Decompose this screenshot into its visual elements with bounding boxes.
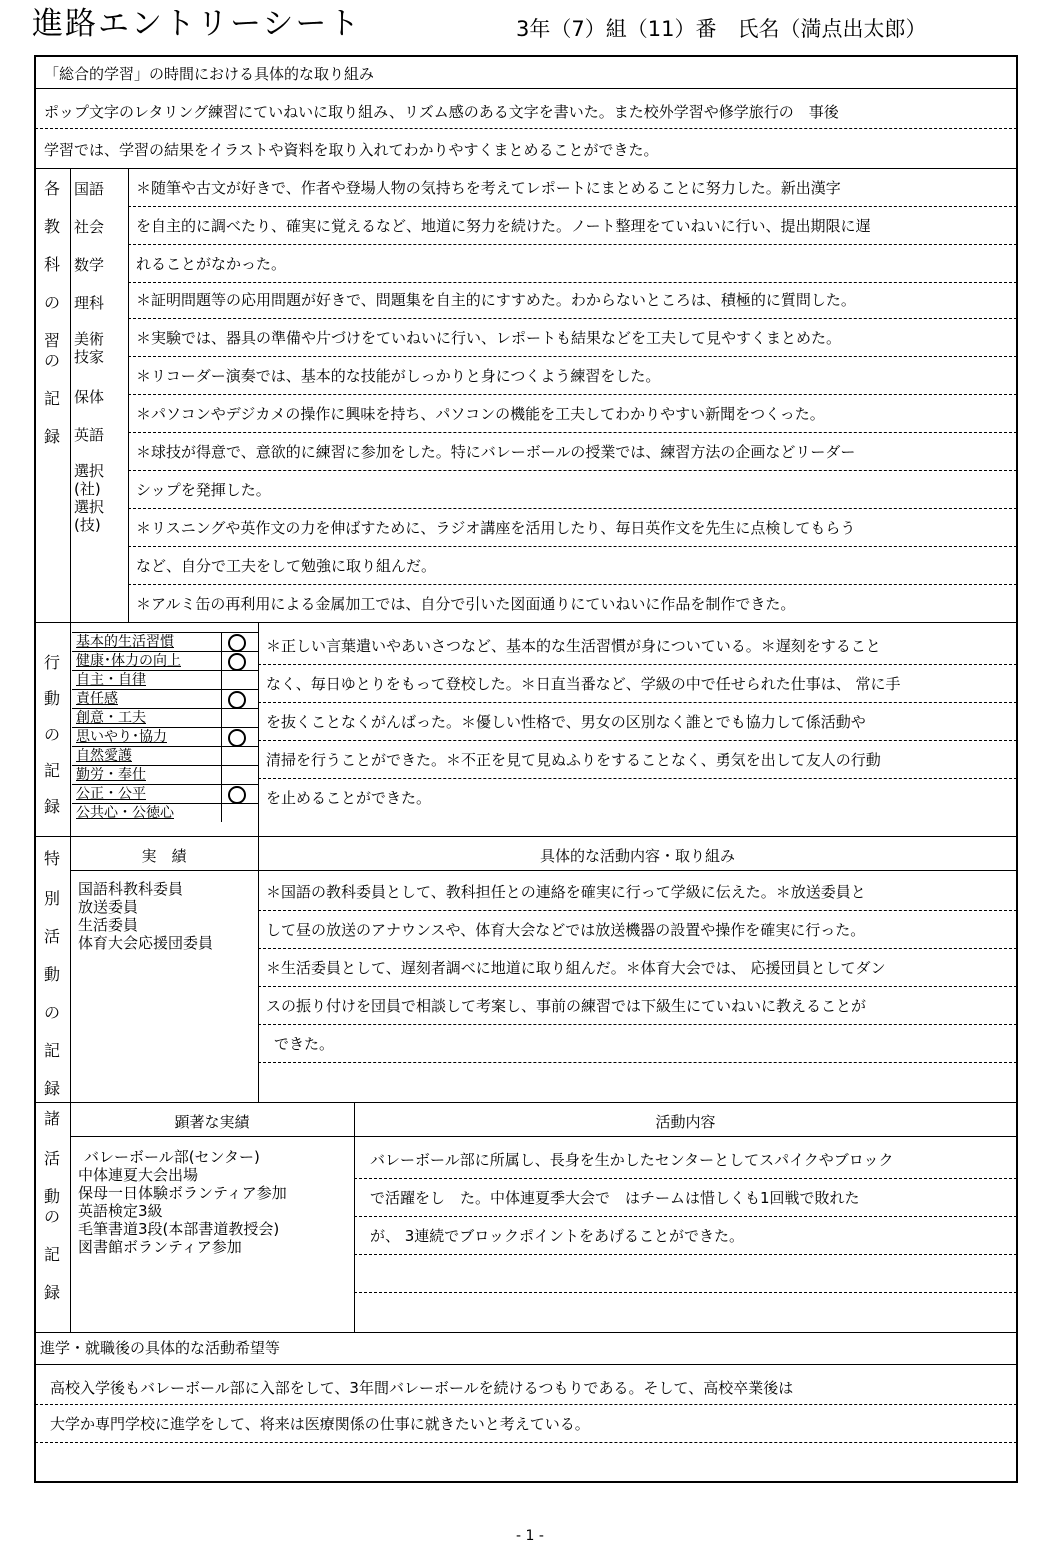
behavior-item: 勤労・奉仕 [72,765,258,785]
subjects-line: れることがなかった。 [136,255,287,273]
rule [258,910,1017,911]
special-line: ＊生活委員として、遅刻者調べに地道に取り組んだ。＊体育大会では、 応援団員としてダン [266,959,886,977]
subject-japanese: 国語 [74,180,105,198]
subject-pe: 保体 [74,388,105,406]
behavior-item: 創意・工夫 [72,708,258,728]
rule [128,282,1017,283]
divider [35,1102,1017,1103]
other-achievement: 図書館ボランティア参加 [78,1238,242,1256]
rule [258,702,1017,703]
circle-mark-icon [228,653,246,671]
divider [70,870,1017,871]
rule [128,546,1017,547]
behavior-item: 自主・自律 [72,670,258,690]
future-line: 高校入学後もバレーボール部に入部をして、3年間バレーボールを続けるつもりである。そして、高校卒業後は [50,1379,794,1397]
divider [35,88,1017,89]
special-col2-heading: 具体的な活動内容・取り組み [539,847,735,865]
subjects-line: ＊随筆や古文が好きで、作者や登場人物の気持ちを考えてレポートにまとめることに努力した。新出漢字 [136,179,841,197]
rule [35,1404,1017,1405]
other-line: が、 3連続でブロックポイントをあげることができた。 [370,1227,745,1245]
behavior-line: 清掃を行うことができた。＊不正を見て見ぬふりをすることなく、勇気を出して友人の行動 [266,751,881,769]
integrated-heading: 「総合的学習」の時間における具体的な取り組み [44,65,375,83]
special-achievement: 体育大会応援団委員 [78,934,214,952]
rule [354,1254,1017,1255]
integrated-line-2: 学習では、学習の結果をイラストや資料を取り入れてわかりやすくまとめることができた。 [44,141,659,159]
divider [35,168,1017,169]
divider [35,622,1017,623]
special-line: スの振り付けを団員で相談して考案し、事前の練習では下級生にていねいに教えることが [266,997,867,1015]
behavior-item: 基本的生活習慣 [72,632,258,652]
rule [128,394,1017,395]
divider [70,1136,1017,1137]
rule [258,1062,1017,1063]
circle-mark-icon [228,729,246,747]
side-column-line [70,168,71,1332]
behavior-line: なく、毎日ゆとりをもって登校した。＊日直当番など、学級の中で任せられた仕事は、 常に手 [266,675,901,693]
other-achievement: 中体連夏大会出場 [78,1166,199,1184]
rule [258,1024,1017,1025]
rule [128,206,1017,207]
special-achievement: 放送委員 [78,898,139,916]
subject-math: 数学 [74,256,105,274]
subjects-line: シップを発揮した。 [136,481,271,499]
special-line: できた。 [274,1035,335,1053]
rule [128,584,1017,585]
behavior-item: 責任感 [72,689,258,709]
subjects-line: ＊球技が得意で、意欲的に練習に参加をした。特にバレーボールの授業では、練習方法の企画などリーダー [136,443,856,461]
subject-art: 美術 [74,330,105,348]
subject-elective-1-sub: (社) [74,480,101,498]
behavior-item: 健康･体力の向上 [72,651,258,671]
other-line: で活躍をし た。中体連夏季大会で はチームは惜しくも1回戦で敗れた [370,1189,860,1207]
subjects-line: ＊パソコンやデジカメの操作に興味を持ち、パソコンの機能を工夫してわかりやすい新聞をつくった。 [136,405,825,423]
behavior-line: を止めることができた。 [266,789,432,807]
other-line: バレーボール部に所属し、長身を生かしたセンターとしてスパイクやブロック [370,1151,894,1169]
behavior-item: 自然愛護 [72,746,258,766]
page-number: - 1 - [516,1528,544,1544]
mark-column-line [221,632,222,822]
special-achievement: 生活委員 [78,916,139,934]
subject-english: 英語 [74,426,105,444]
circle-mark-icon [228,691,246,709]
future-line: 大学か専門学校に進学をして、将来は医療関係の仕事に就きたいと考えている。 [50,1415,590,1433]
subjects-line: ＊リスニングや英作文の力を伸ばすために、ラジオ講座を活用したり、毎日英作文を先生に点検してもらう [136,519,856,537]
rule [35,128,1017,129]
rule [128,508,1017,509]
divider [35,1364,1017,1365]
behavior-item: 公共心・公徳心 [72,803,258,823]
subject-science: 理科 [74,294,105,312]
other-achievement: 毛筆書道3段(本部書道教授会) [78,1220,280,1238]
rule [258,664,1017,665]
special-line: して昼の放送のアナウンスや、体育大会などでは放送機器の設置や操作を確実に行った。 [266,921,866,939]
rule [128,318,1017,319]
future-heading: 進学・就職後の具体的な活動希望等 [40,1339,281,1357]
rule [128,244,1017,245]
student-info: 3年（7）組（11）番 氏名（満点出太郎） [516,17,927,41]
special-col1-heading: 実 績 [141,847,187,865]
subjects-line: など、自分で工夫をして勉強に取り組んだ。 [136,557,437,575]
other-achievement: 保母一日体験ボランティア参加 [78,1184,287,1202]
rule [354,1292,1017,1293]
circle-mark-icon [228,786,246,804]
behavior-item: 思いやり･協力 [72,727,258,747]
divider [35,1332,1017,1333]
other-col1-heading: 顕著な実績 [174,1113,250,1131]
rule [354,1216,1017,1217]
rule [354,1178,1017,1179]
rule [128,470,1017,471]
rule [258,948,1017,949]
other-achievement: 英語検定3級 [78,1202,163,1220]
integrated-line-1: ポップ文字のレタリング練習にていねいに取り組み、リズム感のある文字を書いた。また校外学習や修学旅行の 事後 [44,103,839,121]
rule [128,432,1017,433]
rule [258,778,1017,779]
subjects-line: を自主的に調べたり、確実に覚えるなど、地道に努力を続けた。ノート整理をていねいに行い、提出期限に遅 [136,217,871,235]
subjects-line: ＊証明問題等の応用問題が好きで、問題集を自主的にすすめた。わからないところは、積極的に質問した。 [136,291,856,309]
rule [35,1442,1017,1443]
special-line: ＊国語の教科委員として、教科担任との連絡を確実に行って学級に伝えた。＊放送委員と [266,883,866,901]
subjects-line: ＊リコーダー演奏では、基本的な技能がしっかりと身につくよう練習をした。 [136,367,661,385]
other-col2-heading: 活動内容 [655,1113,716,1131]
rule [128,356,1017,357]
divider [35,836,1017,837]
subjects-line: ＊アルミ缶の再利用による金属加工では、自分で引いた図面通りにていねいに作品を制作できた。 [136,595,796,613]
subject-elective-1: 選択 [74,462,105,480]
other-achievement: バレーボール部(センター) [84,1148,260,1166]
subjects-line: ＊実験では、器具の準備や片づけをていねいに行い、レポートも結果などを工夫して見やすくまとめた。 [136,329,842,347]
circle-mark-icon [228,634,246,652]
rule [258,986,1017,987]
behavior-line: ＊正しい言葉遣いやあいさつなど、基本的な生活習慣が身についている。＊遅刻をすること [266,637,881,655]
subject-elective-2: 選択 [74,498,105,516]
special-achievement: 国語科教科委員 [78,880,184,898]
subject-social: 社会 [74,218,105,236]
subject-elective-2-sub: (技) [74,516,101,534]
page-title: 進路エントリーシート [32,6,362,42]
subject-tech-home: 技家 [74,348,105,366]
rule [258,740,1017,741]
behavior-line: を抜くことなくがんばった。＊優しい性格で、男女の区別なく誰とでも協力して係活動や [266,713,866,731]
behavior-item: 公正・公平 [72,784,258,804]
